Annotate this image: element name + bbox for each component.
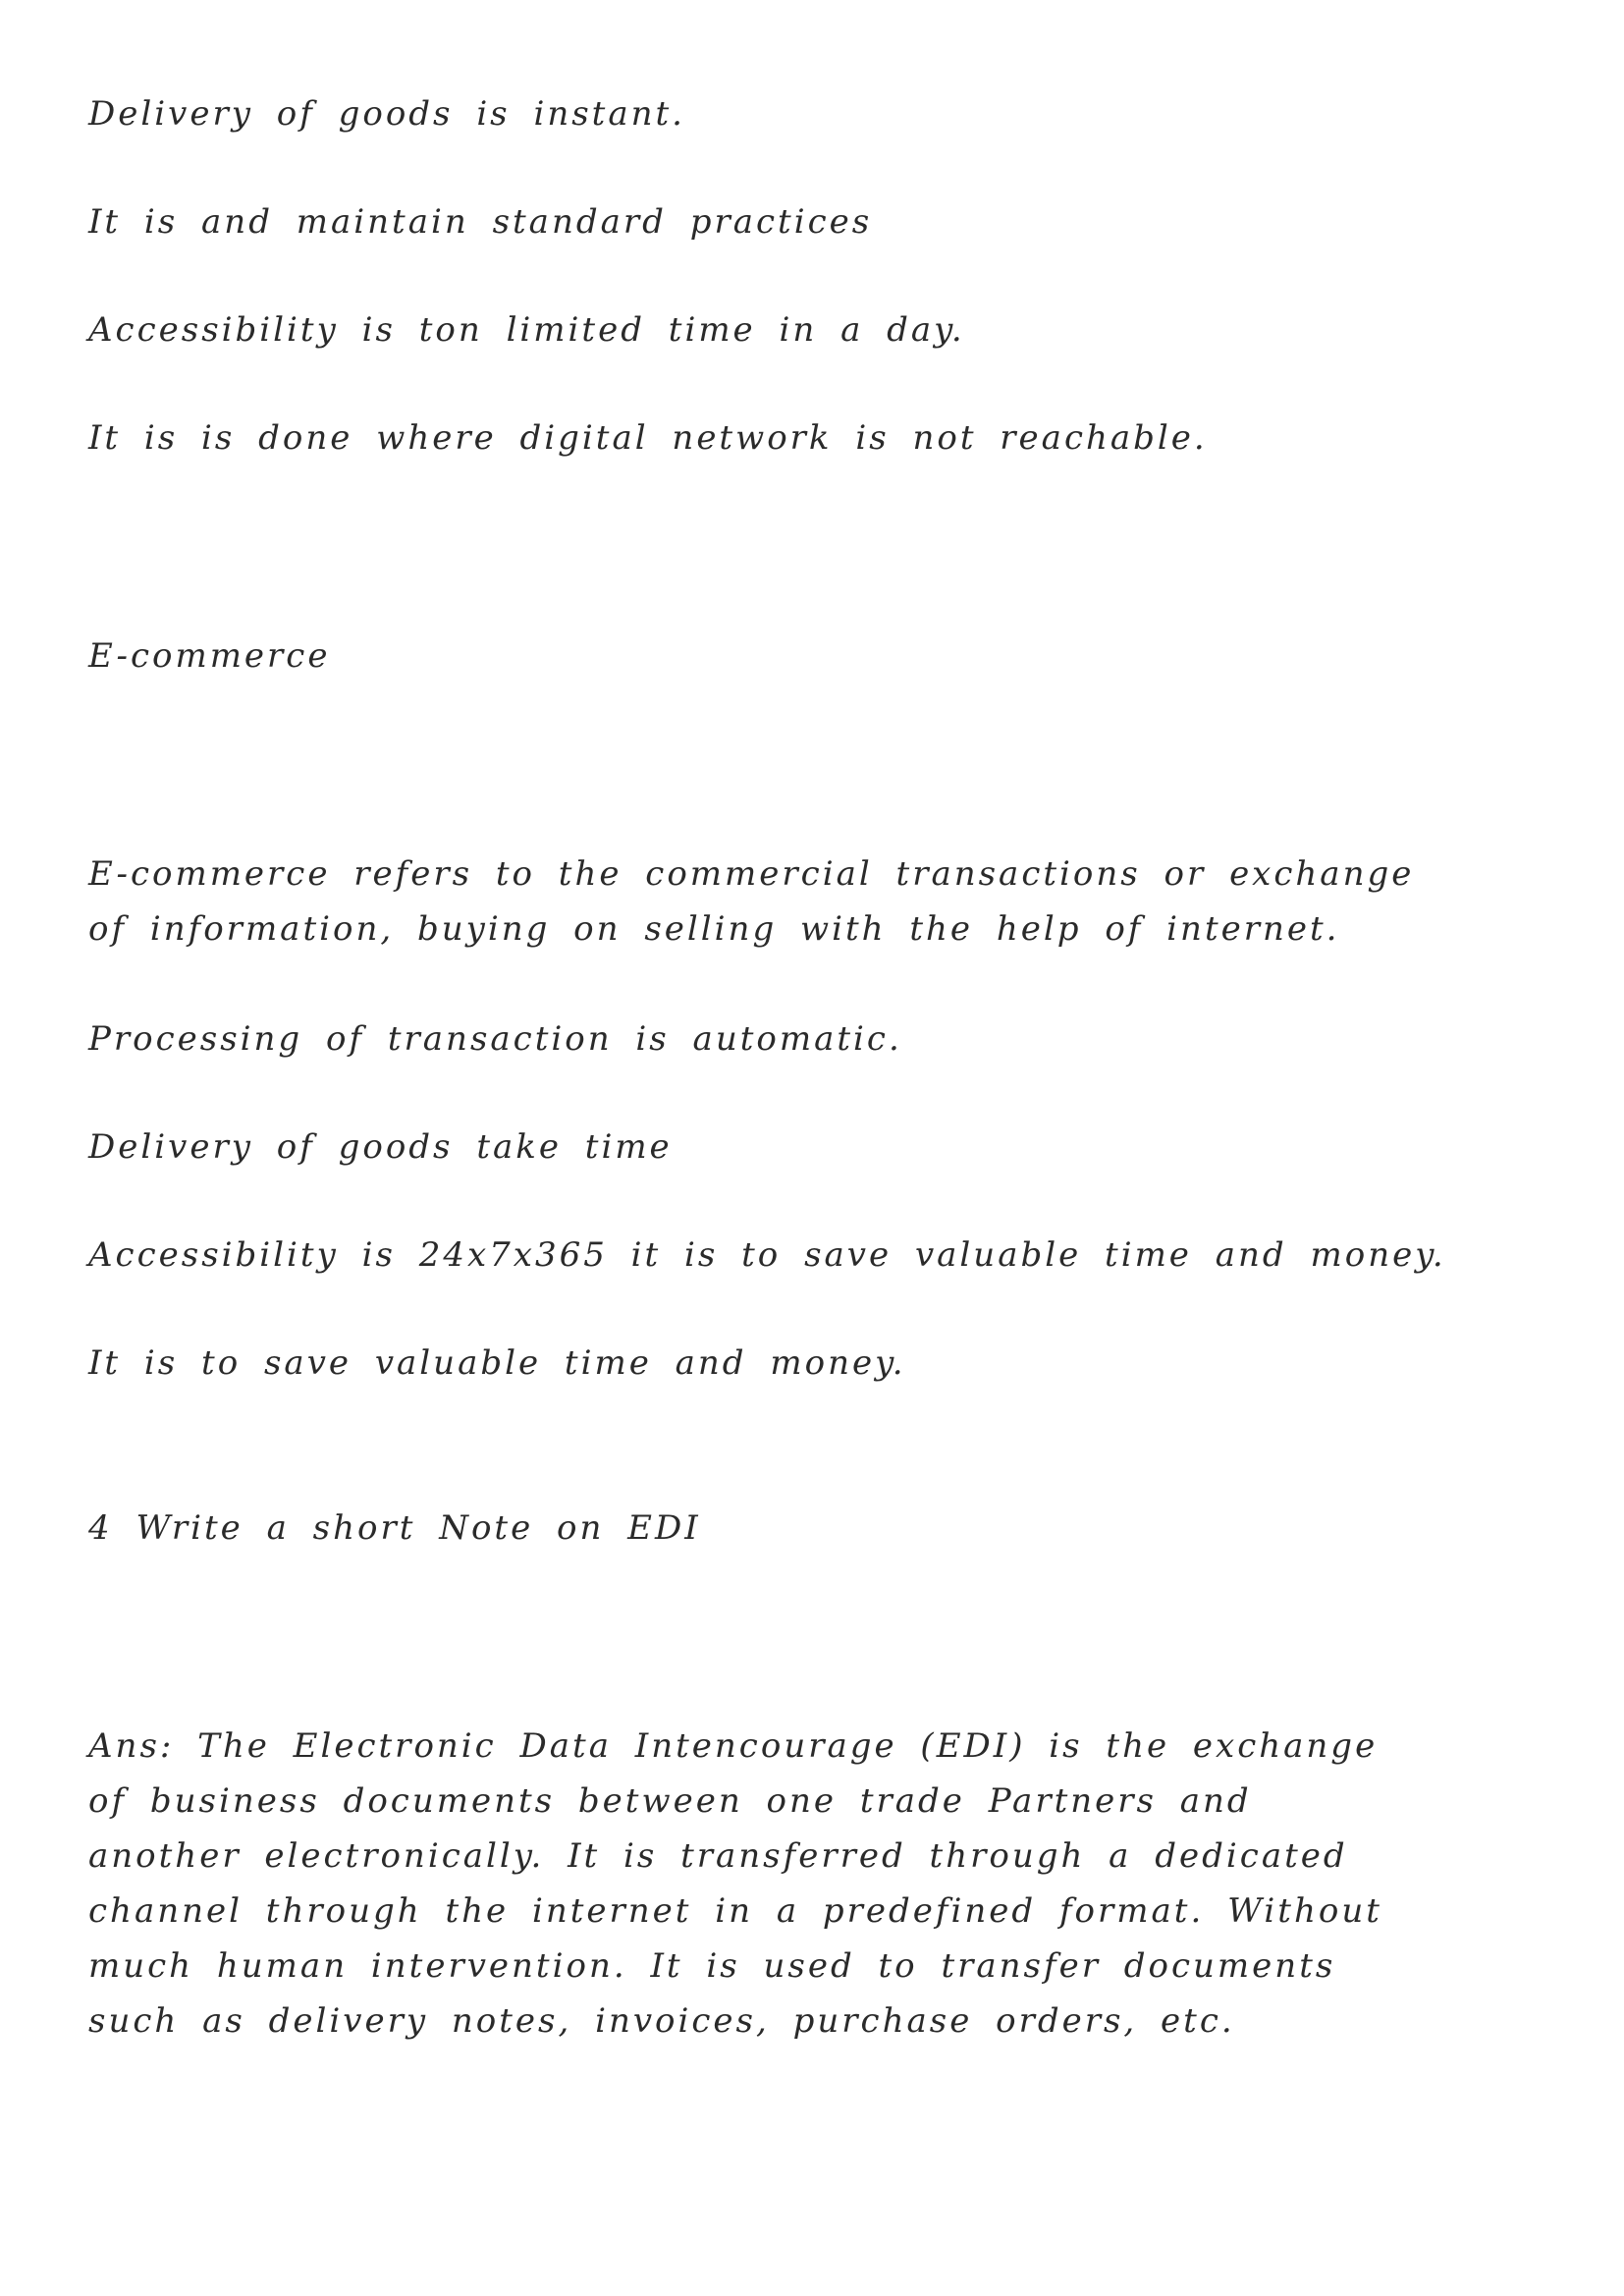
ecommerce-point-1: Processing of transaction is automatic. (88, 1019, 902, 1059)
question-heading: 4 Write a short Note on EDI (88, 1508, 701, 1548)
traditional-point-2: It is and maintain standard practices (88, 202, 873, 242)
ecommerce-point-3: Accessibility is 24x7x365 it is to save valuable time and money. (88, 1235, 1446, 1275)
ecommerce-heading: E-commerce (88, 636, 331, 676)
traditional-point-1: Delivery of goods is instant. (88, 94, 685, 134)
ecommerce-point-2: Delivery of goods take time (88, 1127, 673, 1167)
answer-paragraph: Ans: The Electronic Data Intencourage (EDI) is the exchange of business documents between one trade Partners and another electronically. It is transferred through a dedicated channel through the internet in a predefined format. Without much human intervention. It is used to transfer documents such as delivery notes, invoices, purchase orders, etc. (88, 1726, 1382, 2041)
ecommerce-point-4: It is to save valuable time and money. (88, 1343, 906, 1383)
traditional-point-4: It is is done where digital network is not reachable. (88, 418, 1208, 458)
traditional-point-3: Accessibility is ton limited time in a day. (88, 310, 965, 350)
ecommerce-definition: E-commerce refers to the commercial transactions or exchange of information, buying on selling with the help of internet. (88, 854, 1415, 949)
